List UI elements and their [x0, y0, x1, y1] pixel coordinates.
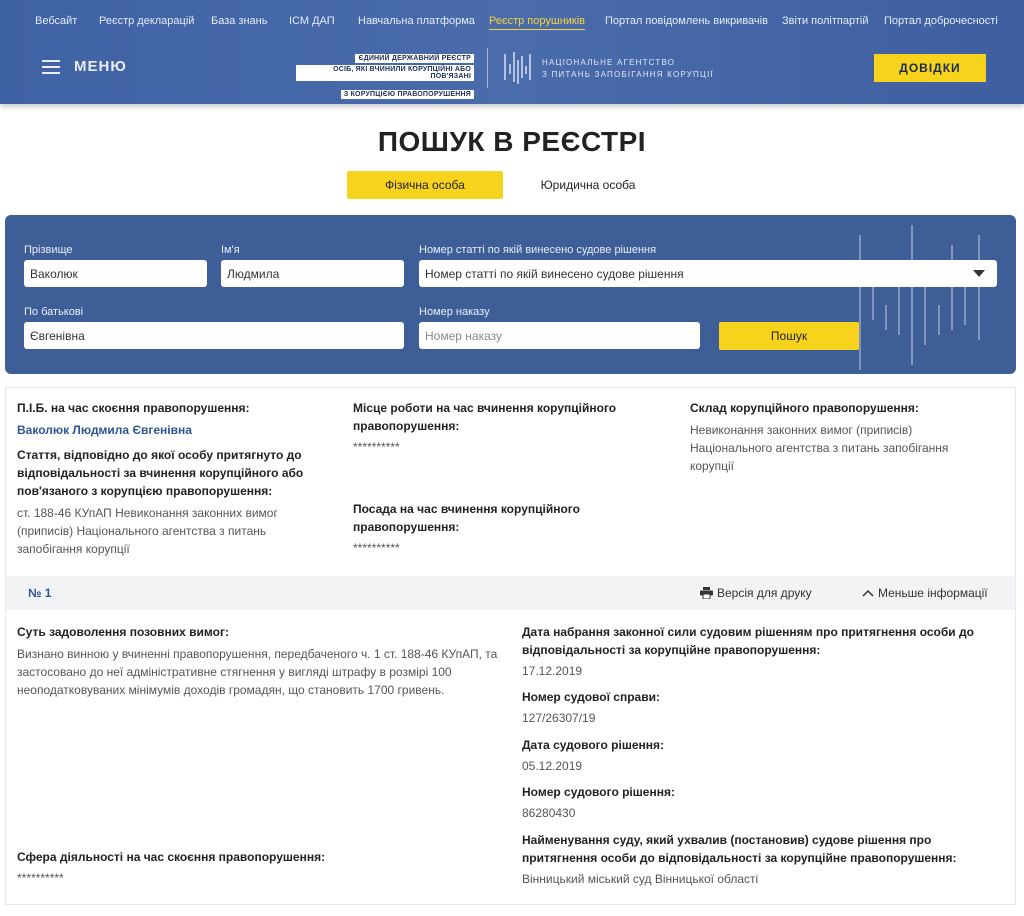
composition-label: Склад корупційного правопорушення:	[690, 401, 919, 415]
essence-value: Визнано винною у вчиненні правопорушення, передбаченого ч. 1 ст. 188-46 КУпАП, та застосовано до неї адміністративне стягнення у вигляді штрафу в розмірі 100 неоподатковуваних мінімумів доходів громадян, що становить 1700 гривень.	[17, 647, 498, 697]
tab-legal-entity[interactable]: Юридична особа	[540, 178, 636, 192]
less-info-link[interactable]	[862, 586, 988, 600]
nav-knowledge-base[interactable]: База знань	[211, 15, 268, 27]
decision-date-label: Дата судового рішення:	[522, 738, 664, 752]
composition-value: Невиконання законних вимог (приписів) Національного агентства з питань запобігання корупції	[690, 423, 949, 473]
print-version-link[interactable]	[700, 586, 812, 600]
decision-number-value: 86280430	[522, 806, 576, 820]
order-input[interactable]	[419, 322, 700, 349]
registry-logo-line-2: ОСІБ, ЯКІ ВЧИНИЛИ КОРУПЦІЙНІ АБО ПОВ'ЯЗАНІ	[296, 65, 474, 81]
case-number-label: Номер судової справи:	[522, 690, 660, 704]
page-title: ПОШУК В РЕЄСТРІ	[377, 126, 647, 157]
nav-violators-registry[interactable]: Реєстр порушників	[489, 15, 585, 30]
surname-label: Прізвище	[24, 244, 73, 256]
sphere-value: **********	[17, 871, 64, 885]
nav-party-reports[interactable]: Звіти політпартій	[782, 15, 869, 27]
article-label: Стаття, відповідно до якої особу притягнуто до відповідальності за вчинення корупційного або пов'язаного з корупцією правопорушення:	[17, 448, 304, 498]
registry-logo[interactable]	[296, 47, 474, 101]
caret-down-icon	[973, 270, 985, 277]
nav-declarations-registry[interactable]: Реєстр декларацій	[99, 15, 195, 27]
patronymic-label: По батькові	[24, 306, 84, 318]
nazk-logo-icon	[502, 50, 532, 84]
top-navigation	[0, 0, 1024, 44]
name-input[interactable]	[221, 260, 404, 287]
pib-value[interactable]: Ваколюк Людмила Євгенівна	[17, 423, 192, 437]
decorative-lines-icon	[855, 225, 995, 370]
chevron-up-icon	[862, 589, 874, 597]
patronymic-input[interactable]	[24, 322, 404, 349]
article-select-value: Номер статті по якій винесено судове рішення	[425, 267, 684, 281]
hamburger-icon	[42, 60, 60, 74]
less-info-label: Меньше інформації	[878, 586, 988, 600]
workplace-label: Місце роботи на час вчинення корупційного правопорушення:	[353, 401, 617, 433]
article-select[interactable]	[419, 260, 997, 287]
search-button[interactable]: Пошук	[719, 322, 859, 350]
nav-whistleblowers-portal[interactable]: Портал повідомлень викривачів	[605, 15, 768, 27]
position-value: **********	[353, 541, 400, 555]
decision-date-value: 05.12.2019	[522, 759, 583, 773]
record-header	[6, 576, 1015, 610]
result-card	[5, 387, 1016, 905]
tab-individual[interactable]: Фізична особа	[347, 171, 503, 199]
agency-name	[542, 57, 714, 81]
effective-date-label: Дата набрання законної сили судовим рішенням про притягнення особи до відповідальності за корупційне правопорушення:	[522, 625, 974, 657]
court-label: Найменування суду, який ухвалив (постановив) судове рішення про притягнення особи до відповідальності за корупційне правопорушення:	[522, 833, 957, 865]
sphere-label: Сфера діяльності на час скоєння правопорушення:	[17, 850, 326, 864]
help-button[interactable]: ДОВІДКИ	[874, 54, 986, 82]
registry-logo-line-3: З КОРУПЦІЄЮ ПРАВОПОРУШЕННЯ	[341, 90, 474, 99]
pib-label: П.І.Б. на час скоєння правопорушення:	[17, 401, 250, 415]
menu-label: МЕНЮ	[74, 58, 127, 75]
header-divider	[487, 48, 488, 88]
print-version-label: Версія для друку	[717, 586, 812, 600]
decision-number-label: Номер судового рішення:	[522, 785, 675, 799]
surname-input[interactable]	[24, 260, 207, 287]
order-label: Номер наказу	[419, 306, 490, 318]
position-label: Посада на час вчинення корупційного правопорушення:	[353, 502, 580, 534]
printer-icon	[700, 587, 713, 599]
nav-website[interactable]: Вебсайт	[35, 15, 78, 27]
article-value: ст. 188-46 КУпАП Невиконання законних вимог (приписів) Національного агентства з питань запобігання корупції	[17, 506, 278, 556]
site-header	[0, 0, 1024, 104]
case-number-value: 127/26307/19	[522, 711, 596, 725]
nav-learning-platform[interactable]: Навчальна платформа	[358, 15, 475, 27]
record-number: № 1	[28, 586, 52, 600]
nav-integrity-portal[interactable]: Портал доброчесності	[884, 15, 998, 27]
agency-line-1: НАЦІОНАЛЬНЕ АГЕНТСТВО	[542, 58, 676, 67]
effective-date-value: 17.12.2019	[522, 664, 583, 678]
court-value: Вінницький міський суд Вінницької області	[522, 872, 759, 886]
nav-ism-dap[interactable]: ІСМ ДАП	[289, 15, 335, 27]
agency-line-2: З ПИТАНЬ ЗАПОБІГАННЯ КОРУПЦІЇ	[542, 70, 714, 79]
menu-button[interactable]	[42, 58, 127, 75]
essence-label: Суть задоволення позовних вимог:	[17, 625, 229, 639]
workplace-value: **********	[353, 440, 400, 454]
search-panel	[5, 215, 1016, 374]
article-label: Номер статті по якій винесено судове рішення	[419, 244, 657, 256]
name-label: Ім'я	[221, 244, 240, 256]
registry-logo-line-1: ЄДИНИЙ ДЕРЖАВНИЙ РЕЄСТР	[355, 54, 474, 63]
